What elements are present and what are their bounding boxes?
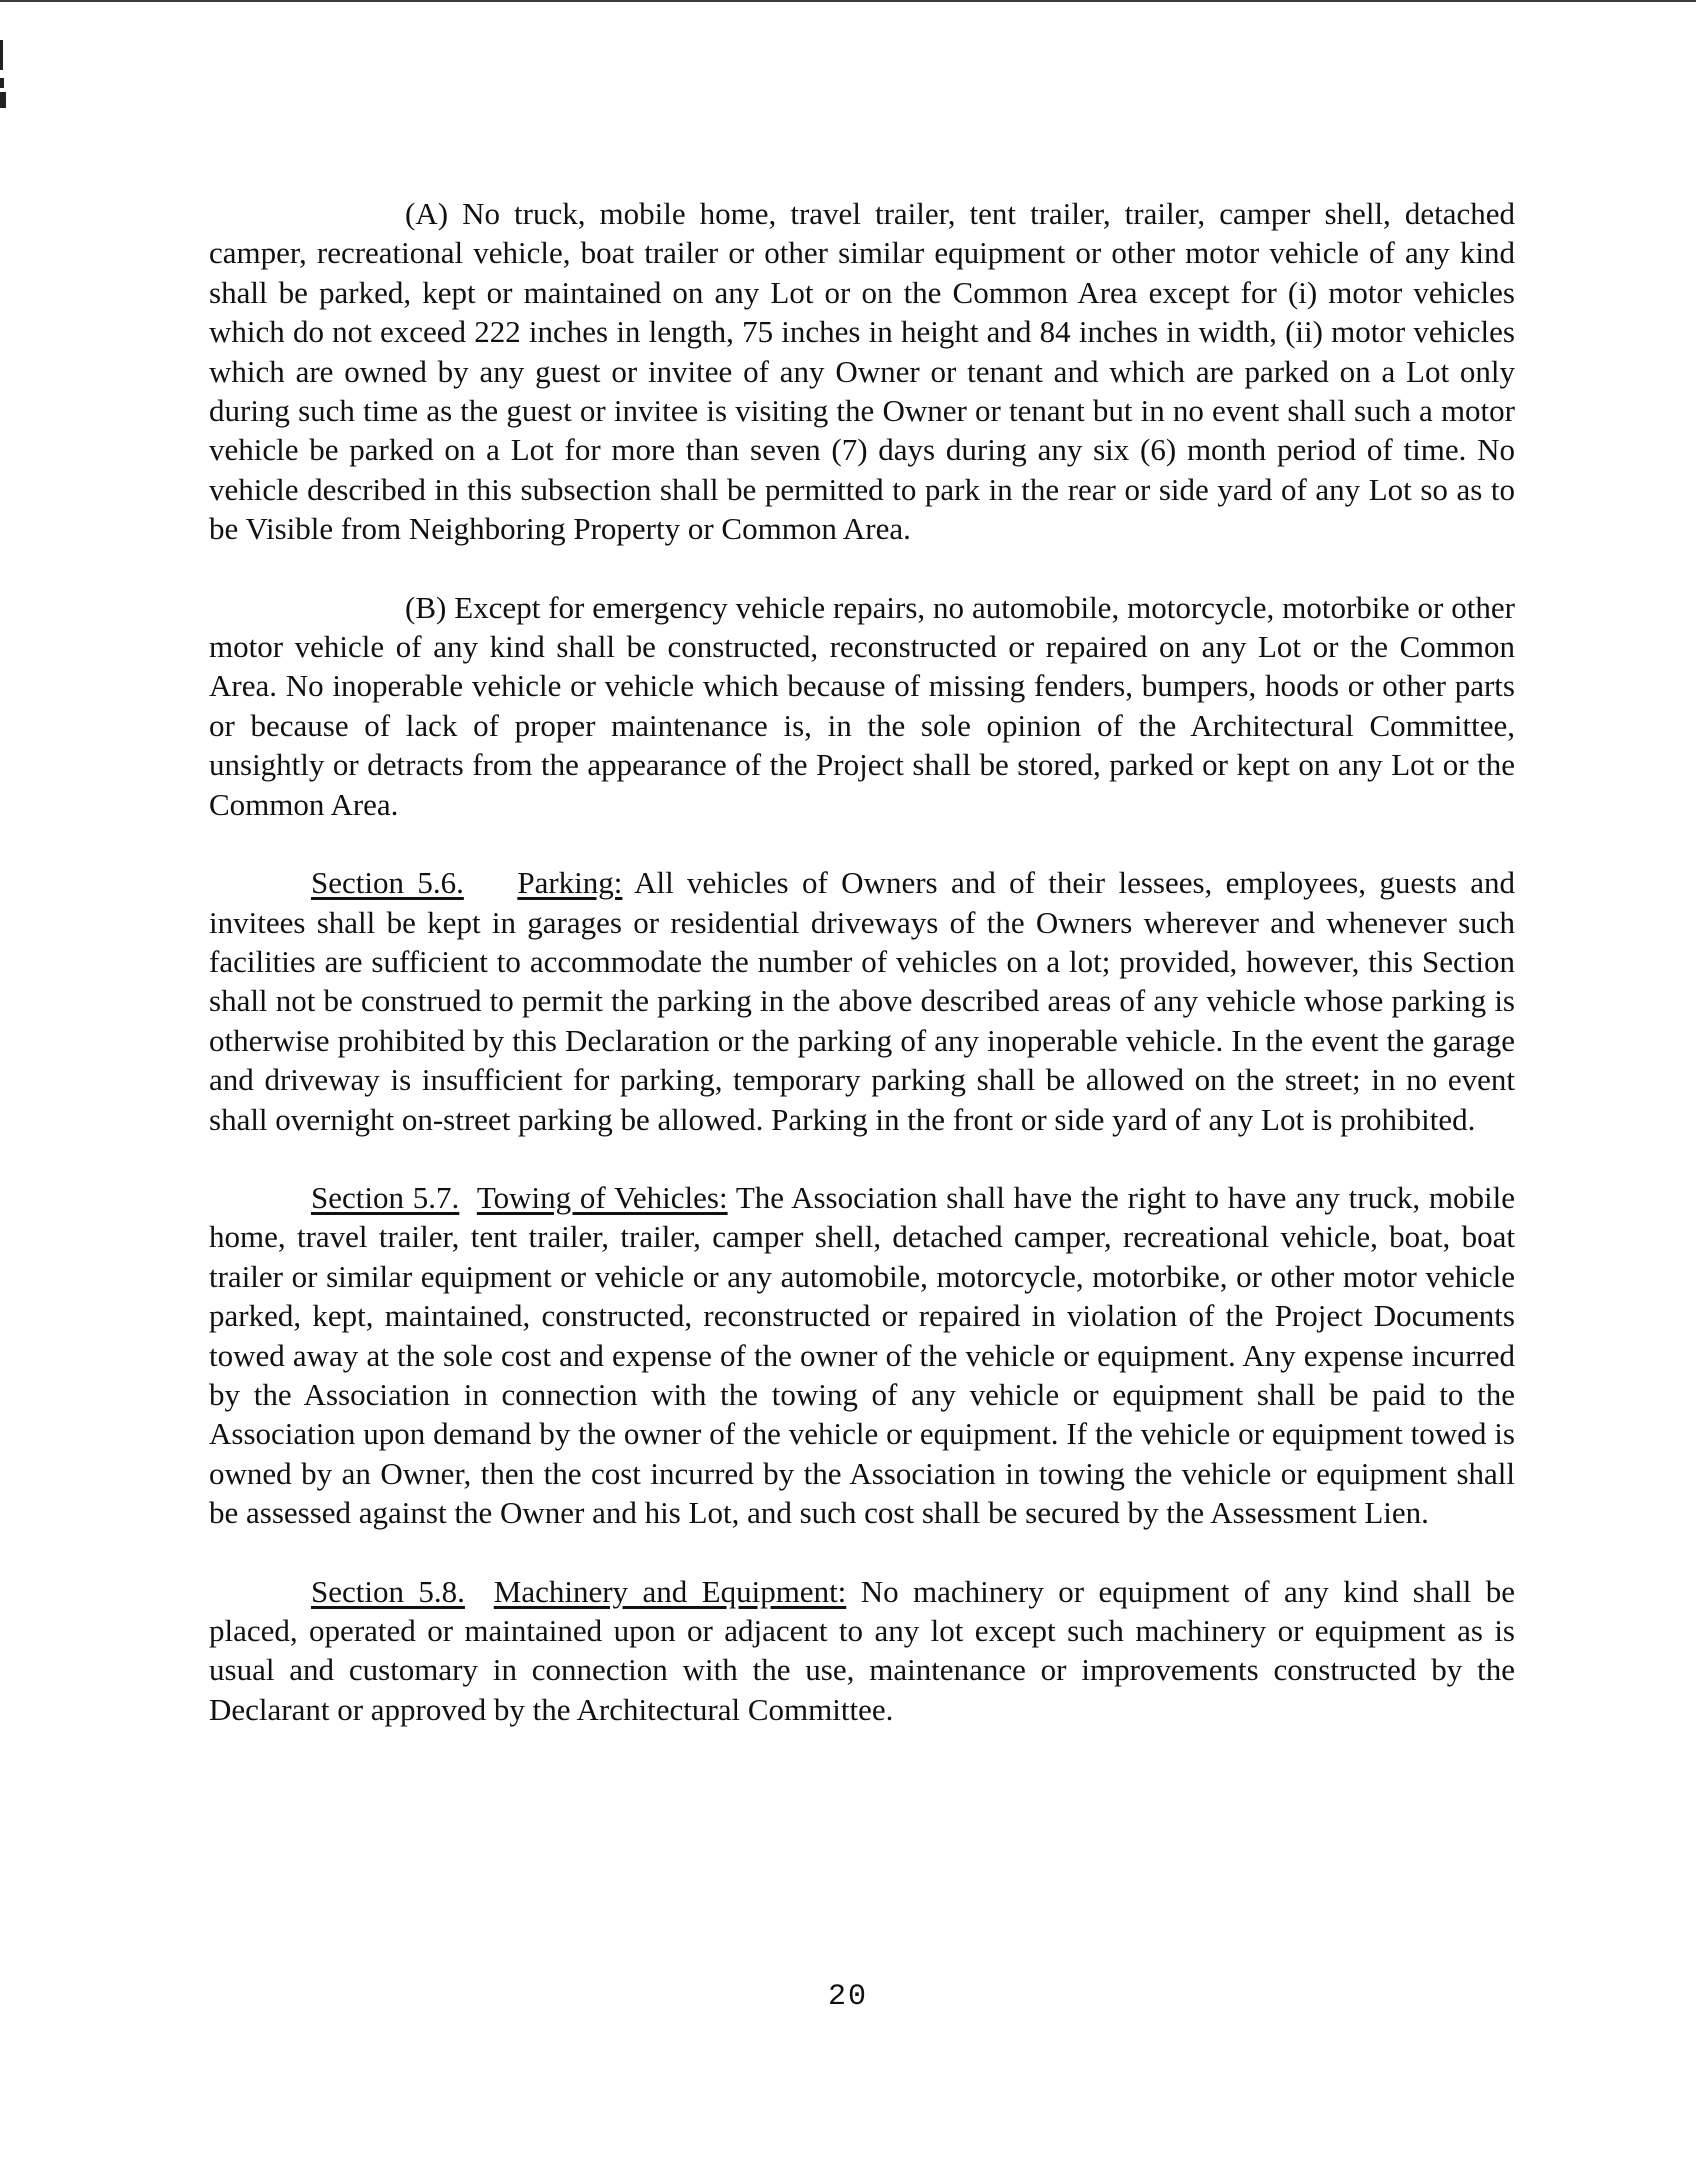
section-5-7-title: Towing of Vehicles: (476, 1179, 728, 1215)
section-5-7 (209, 1178, 1515, 1533)
section-5-6-number: Section 5.6. (311, 865, 464, 901)
section-5-8 (209, 1572, 1515, 1730)
document-body (209, 194, 1515, 1768)
section-5-6 (209, 863, 1515, 1139)
section-5-8-title: Machinery and Equipment: (493, 1573, 847, 1609)
section-5-8-number: Section 5.8. (311, 1573, 465, 1609)
top-scan-edge (0, 0, 1696, 2)
left-margin-marks (0, 30, 6, 120)
section-5-7-number: Section 5.7. (311, 1179, 460, 1215)
section-5-6-body: All vehicles of Owners and of their lessees, employees, guests and invitees shall be kept in garages or residential driveways of the Owners wherever and whenever such facilities are sufficient to accommodate the number of vehicles on a lot; provided, however, this Section shall not be construed to permit the parking in the above described areas of any vehicle whose parking is otherwise prohibited by this Declaration or the parking of any inoperable vehicle. In the event the garage and driveway is insufficient for parking, temporary parking shall be allowed on the street; in no event shall overnight on-street parking be allowed. Parking in the front or side yard of any Lot is prohibited. (209, 865, 1515, 1137)
section-5-8-body: No machinery or equipment of any kind shall be placed, operated or maintained upon or adjacent to any lot except such machinery or equipment as is usual and customary in connection with the use, maintenance or improvements constructed by the Declarant or approved by the Architectural Committee. (209, 1573, 1515, 1727)
paragraph-a: (A) No truck, mobile home, travel trailer, tent trailer, trailer, camper shell, detached camper, recreational vehicle, boat trailer or other similar equipment or other motor vehicle of any kind shall be parked, kept or maintained on any Lot or on the Common Area except for (i) motor vehicles which do not exceed 222 inches in length, 75 inches in height and 84 inches in width, (ii) motor vehicles which are owned by any guest or invitee of any Owner or tenant and which are parked on a Lot only during such time as the guest or invitee is visiting the Owner or tenant but in no event shall such a motor vehicle be parked on a Lot for more than seven (7) days during any six (6) month period of time. No vehicle described in this subsection shall be permitted to park in the rear or side yard of any Lot so as to be Visible from Neighboring Property or Common Area. (209, 196, 1515, 547)
paragraph-b: (B) Except for emergency vehicle repairs, no automobile, motorcycle, motorbike or other motor vehicle of any kind shall be constructed, reconstructed or repaired on any Lot or the Common Area. No inoperable vehicle or vehicle which because of missing fenders, bumpers, hoods or other parts or because of lack of proper maintenance is, in the sole opinion of the Architectural Committee, unsightly or detracts from the appearance of the Project shall be stored, parked or kept on any Lot or the Common Area. (209, 589, 1515, 822)
page-number: 20 (827, 1980, 868, 2014)
section-5-7-body: The Association shall have the right to have any truck, mobile home, travel trailer, tent trailer, trailer, camper shell, detached camper, recreational vehicle, boat, boat trailer or similar equipment or vehicle or any automobile, motorcycle, motorbike, or other motor vehicle parked, kept, maintained, constructed, reconstructed or repaired in violation of the Project Documents towed away at the sole cost and expense of the owner of the vehicle or equipment. Any expense incurred by the Association in connection with the towing of any vehicle or equipment shall be paid to the Association upon demand by the owner of the vehicle or equipment. If the vehicle or equipment towed is owned by an Owner, then the cost incurred by the Association in towing the vehicle or equipment shall be assessed against the Owner and his Lot, and such cost shall be secured by the Assessment Lien. (209, 1179, 1515, 1531)
section-5-6-title: Parking: (517, 865, 623, 901)
